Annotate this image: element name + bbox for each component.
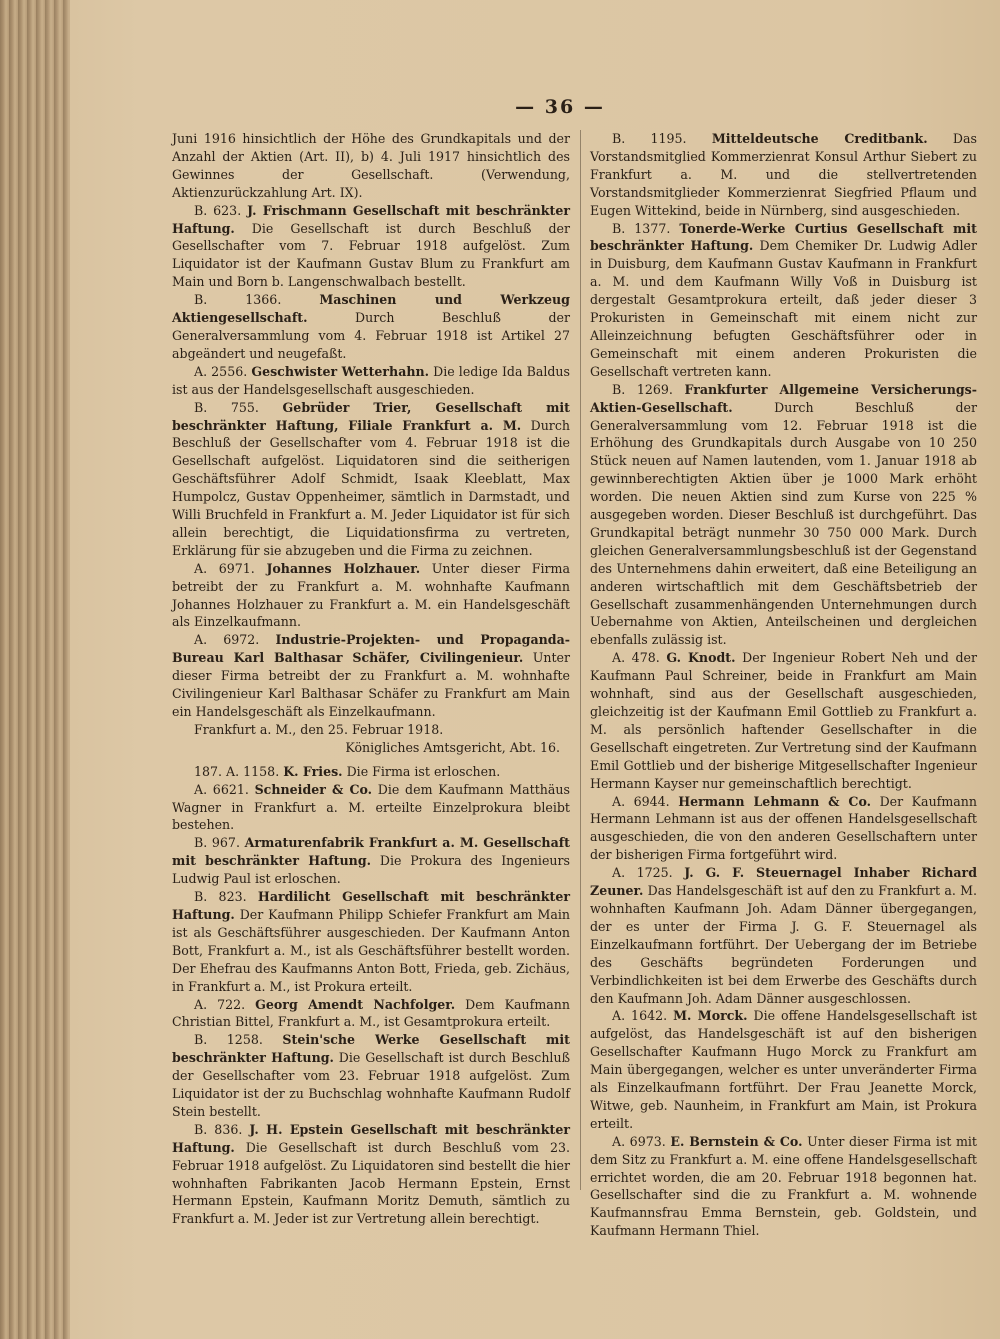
- entry-number: B. 755.: [194, 399, 259, 415]
- entry-number: A. 6621.: [194, 781, 249, 797]
- register-entry: [590, 130, 977, 220]
- entry-number: B. 623.: [194, 202, 242, 218]
- firm-name: Georg Amendt Nachfolger.: [255, 996, 456, 1012]
- entry-text: Die ledige Ida Baldus ist aus der Handelsgesellschaft ausgeschieden.: [172, 363, 570, 397]
- entry-number: A. 6944.: [612, 793, 670, 809]
- entry-text: Durch Beschluß der Generalversammlung vom 4. Februar 1918 ist Artikel 27 abgeändert und neugefaßt.: [172, 310, 570, 361]
- register-entry: [172, 399, 570, 560]
- entry-text: Der Kaufmann Philipp Schiefer Frankfurt am Main ist als Geschäftsführer ausgeschieden. Der Kaufmann Anton Bott, Frankfurt a. M., ist als Geschäftsführer bestellt worden. Der Ehefrau des Kaufmanns Anton Bott, Frieda, geb. Zichäus, in Frankfurt a. M., ist Prokura erteilt.: [172, 906, 570, 994]
- firm-name: Industrie-Projekten- und Propaganda-Bureau Karl Balthasar Schäfer, Civilingenieur.: [172, 632, 570, 666]
- register-entry: [590, 793, 977, 865]
- entry-number: A. 1725.: [612, 865, 673, 881]
- entry-text: Unter dieser Firma ist mit dem Sitz zu Frankfurt a. M. eine offene Handelsgesellschaft errichtet worden, die am 20. Februar 1918 begonnen hat. Gesellschafter sind die zu Frankfurt a. M. wohnende Kaufmannsfrau Emma Bernstein, geb. Goldstein, und Kaufmann Hermann Thiel.: [590, 1133, 977, 1239]
- entry-text: Unter dieser Firma betreibt der zu Frankfurt a. M. wohnhafte Civilingenieur Karl Balthasar Schäfer zu Frankfurt am Main ein Handelsgeschäft als Einzelkaufmann.: [172, 650, 570, 719]
- firm-name: J. Frischmann Gesellschaft mit beschränkter Haftung.: [172, 202, 570, 236]
- firm-name: J. H. Epstein Gesellschaft mit beschränkter Haftung.: [172, 1121, 570, 1155]
- register-entry: [590, 1007, 977, 1132]
- entry-number: B. 1366.: [194, 292, 282, 308]
- register-entry: [590, 381, 977, 650]
- entry-number: B. 1258.: [194, 1032, 263, 1048]
- entry-number: A. 722.: [194, 996, 246, 1012]
- firm-name: Johannes Holzhauer.: [266, 560, 421, 576]
- entry-number: A. 6973.: [612, 1133, 666, 1149]
- firm-name: Frankfurter Allgemeine Versicherungs-Aktien-Gesellschaft.: [590, 381, 977, 415]
- register-entry: [172, 363, 570, 399]
- register-entry: [590, 1133, 977, 1240]
- firm-name: K. Fries.: [283, 763, 343, 779]
- firm-name: M. Morck.: [673, 1008, 748, 1024]
- firm-name: Tonerde-Werke Curtius Gesellschaft mit beschränkter Haftung.: [590, 220, 977, 254]
- signoff-place-date: Frankfurt a. M., den 25. Februar 1918.: [194, 721, 444, 737]
- register-entry: [172, 202, 570, 292]
- firm-name: G. Knodt.: [666, 650, 736, 666]
- entry-number: A. 6972.: [194, 632, 260, 648]
- entry-text: Die Prokura des Ingenieurs Ludwig Paul ist erloschen.: [172, 853, 570, 887]
- firm-name: Hardilicht Gesellschaft mit beschränkter Haftung.: [172, 889, 571, 922]
- entry-text: Die dem Kaufmann Matthäus Wagner in Frankfurt a. M. erteilte Einzelprokura bleibt bestehen.: [172, 781, 570, 833]
- entry-number: A. 1642.: [612, 1008, 668, 1024]
- firm-name: Mitteldeutsche Creditbank.: [711, 131, 928, 146]
- entry-number: B. 1195.: [612, 131, 687, 146]
- entry-number: B. 967.: [194, 835, 240, 851]
- register-entry: [172, 291, 570, 363]
- entry-text: Der Ingenieur Robert Neh und der Kaufmann Paul Schreiner, beide in Frankfurt am Main wohnhaft, sind aus der Gesellschaft ausgeschieden, gleichzeitig ist der Kaufmann Emil Gottlieb zu Frankfurt a. M. als persönlich haftender Gesellschafter in die Gesellschaft eingetreten. Zur Vertretung sind der Kaufmann Emil Gottlieb und der bisherige Mitgesellschafter Ingenieur Hermann Kayser nur gemeinschaftlich berechtigt.: [590, 650, 977, 791]
- left-column: [172, 130, 570, 1228]
- entry-number: B. 836.: [194, 1121, 243, 1137]
- entry-text: Durch Beschluß der Gesellschafter vom 4. Februar 1918 ist die Gesellschaft aufgelöst. Liquidatoren sind die seitherigen Geschäftsführer Adolf Schmidt, Isaak Kleeblatt, Max Humpolcz, Gustav Oppenheimer, sämtlich in Darmstadt, und Willi Bruchfeld in Frankfurt a. M. Jeder Liquidator ist für sich allein berechtigt, die Liquidationsfirma zu vertreten, Erklärung für sie abzugeben und die Firma zu zeichnen.: [172, 417, 570, 558]
- register-entry: [172, 1031, 570, 1121]
- register-entry: [172, 781, 570, 835]
- register-entry: [172, 996, 570, 1032]
- register-entry: [172, 1121, 570, 1228]
- register-entry: [172, 834, 570, 888]
- entry-text: Dem Chemiker Dr. Ludwig Adler in Duisburg, dem Kaufmann Gustav Kaufmann in Frankfurt a. M. und dem Kaufmann Willy Voß in Duisburg ist dergestalt Gesamtprokura erteilt, daß jeder dieser 3 Prokuristen in Gemeinschaft mit einem nicht zur Alleinzeichnung befugten Geschäftsführer oder in Gemeinschaft mit einem anderen Prokuristen die Gesellschaft vertreten kann.: [590, 238, 977, 379]
- entry-number: B. 823.: [194, 889, 247, 905]
- firm-name: Stein'sche Werke Gesellschaft mit beschränkter Haftung.: [172, 1032, 570, 1066]
- entry-text: Die Gesellschaft ist durch Beschluß der Gesellschafter vom 23. Februar 1918 aufgelöst. Zum Liquidator ist der zu Buchschlag wohnhafte Kaufmann Rudolf Stein bestellt.: [172, 1050, 570, 1119]
- firm-name: E. Bernstein & Co.: [670, 1133, 803, 1149]
- signoff-court: Königliches Amtsgericht, Abt. 16.: [345, 739, 560, 755]
- register-entry: [172, 888, 570, 995]
- book-binding-edge: [0, 0, 70, 1339]
- register-entry: [590, 220, 977, 381]
- entry-text: Die offene Handelsgesellschaft ist aufgelöst, das Handelsgeschäft ist auf den bisherigen Gesellschafter Kaufmann Hugo Morck zu Frankfurt am Main übergegangen, welcher es unter unveränderter Firma als Einzelkaufmann fortführt. Der Frau Jeanette Morck, Witwe, geb. Naunheim, in Frankfurt am Main, ist Prokura erteilt.: [590, 1008, 977, 1131]
- register-entry: [590, 864, 977, 1007]
- entry-text: Das Vorstandsmitglied Kommerzienrat Konsul Arthur Siebert zu Frankfurt a. M. und die stellvertretenden Vorstandsmitglieder Kommerzienrat Siegfried Pflaum und Eugen Wittekind, beide in Nürnberg, sind ausgeschieden.: [590, 131, 977, 218]
- column-divider: [580, 130, 581, 1190]
- register-entry: [172, 763, 570, 781]
- entry-text: Dem Kaufmann Christian Bittel, Frankfurt a. M., ist Gesamtprokura erteilt.: [172, 996, 570, 1030]
- entry-text: Die Gesellschaft ist durch Beschluß vom 23. Februar 1918 aufgelöst. Zu Liquidatoren sind bestellt die hier wohnhaften Fabrikanten Jacob Hermann Epstein, Ernst Hermann Epstein, Kaufmann Moritz Demuth, sämtlich zu Frankfurt a. M. Jeder ist zur Vertretung allein berechtigt.: [172, 1139, 570, 1227]
- entry-text: Die Gesellschaft ist durch Beschluß der Gesellschafter vom 7. Februar 1918 aufgelöst. Zum Liquidator ist der Kaufmann Gustav Blum zu Frankfurt am Main und Born b. Langenschwalbach bestellt.: [172, 220, 570, 290]
- register-entry: [172, 631, 570, 721]
- entry-text: Die Firma ist erloschen.: [346, 763, 501, 779]
- firm-name: J. G. F. Steuernagel Inhaber Richard Zeuner.: [590, 865, 977, 899]
- firm-name: Geschwister Wetterhahn.: [251, 363, 430, 379]
- right-column: [590, 130, 977, 1240]
- firm-name: Maschinen und Werkzeug Aktiengesellschaft.: [172, 292, 570, 326]
- entry-text: Durch Beschluß der Generalversammlung vom 12. Februar 1918 ist die Erhöhung des Grundkapitals durch Ausgabe von 10 250 Stück neuen auf Namen lautenden, vom 1. Januar 1918 ab gewinnberechtigten Aktien über je 1000 Mark erhöht worden. Die neuen Aktien sind zum Kurse von 225 % ausgegeben worden. Dieser Beschluß ist durchgeführt. Das Grundkapital beträgt nunmehr 30 750 000 Mark. Durch gleichen Generalversammlungsbeschluß ist der Gegenstand des Unternehmens dahin erweitert, daß eine Beteiligung an anderen wirtschaftlich mit dem Geschäftsbetrieb der Gesellschaft zusammenhängenden Unternehmungen durch Uebernahme von Aktien, Anteilscheinen und dergleichen ebenfalls zulässig ist.: [590, 399, 977, 648]
- register-entry: [172, 130, 570, 202]
- firm-name: Hermann Lehmann & Co.: [678, 793, 872, 809]
- entry-number: A. 6971.: [194, 560, 255, 576]
- entry-number: B. 1377.: [612, 220, 671, 236]
- entry-number: 187. A. 1158.: [194, 763, 280, 779]
- page-number: — 36 —: [515, 96, 605, 118]
- entry-number: A. 2556.: [194, 363, 248, 379]
- entry-number: B. 1269.: [612, 381, 673, 397]
- entry-text: Das Handelsgeschäft ist auf den zu Frankfurt a. M. wohnhaften Kaufmann Joh. Adam Dänner übergegangen, der es unter der Firma J. G. F. Steuernagel als Einzelkaufmann fortführt. Der Uebergang der im Betriebe des Geschäfts begründeten Forderungen und Verbindlichkeiten ist bei dem Erwerbe des Geschäfts durch den Kaufmann Joh. Adam Dänner ausgeschlossen.: [590, 883, 977, 1006]
- firm-name: Schneider & Co.: [254, 781, 373, 797]
- entry-text: Unter dieser Firma betreibt der zu Frankfurt a. M. wohnhafte Kaufmann Johannes Holzhauer zu Frankfurt a. M. ein Handelsgeschäft als Einzelkaufmann.: [172, 560, 571, 630]
- register-entry: [172, 560, 570, 632]
- entry-text: Juni 1916 hinsichtlich der Höhe des Grundkapitals und der Anzahl der Aktien (Art. II), b) 4. Juli 1917 hinsichtlich des Gewinnes der Gesellschaft. (Verwendung, Aktienzurückzahlung Art. IX).: [172, 131, 570, 200]
- firm-name: Armaturenfabrik Frankfurt a. M. Gesellschaft mit beschränkter Haftung.: [172, 835, 570, 869]
- firm-name: Gebrüder Trier, Gesellschaft mit beschränkter Haftung, Filiale Frankfurt a. M.: [172, 399, 571, 433]
- register-entry: [590, 649, 977, 792]
- entry-text: Der Kaufmann Hermann Lehmann ist aus der offenen Handelsgesellschaft ausgeschieden, die von den anderen Gesellschaftern unter der bisherigen Firma fortgeführt wird.: [590, 793, 978, 863]
- entry-number: A. 478.: [612, 650, 660, 666]
